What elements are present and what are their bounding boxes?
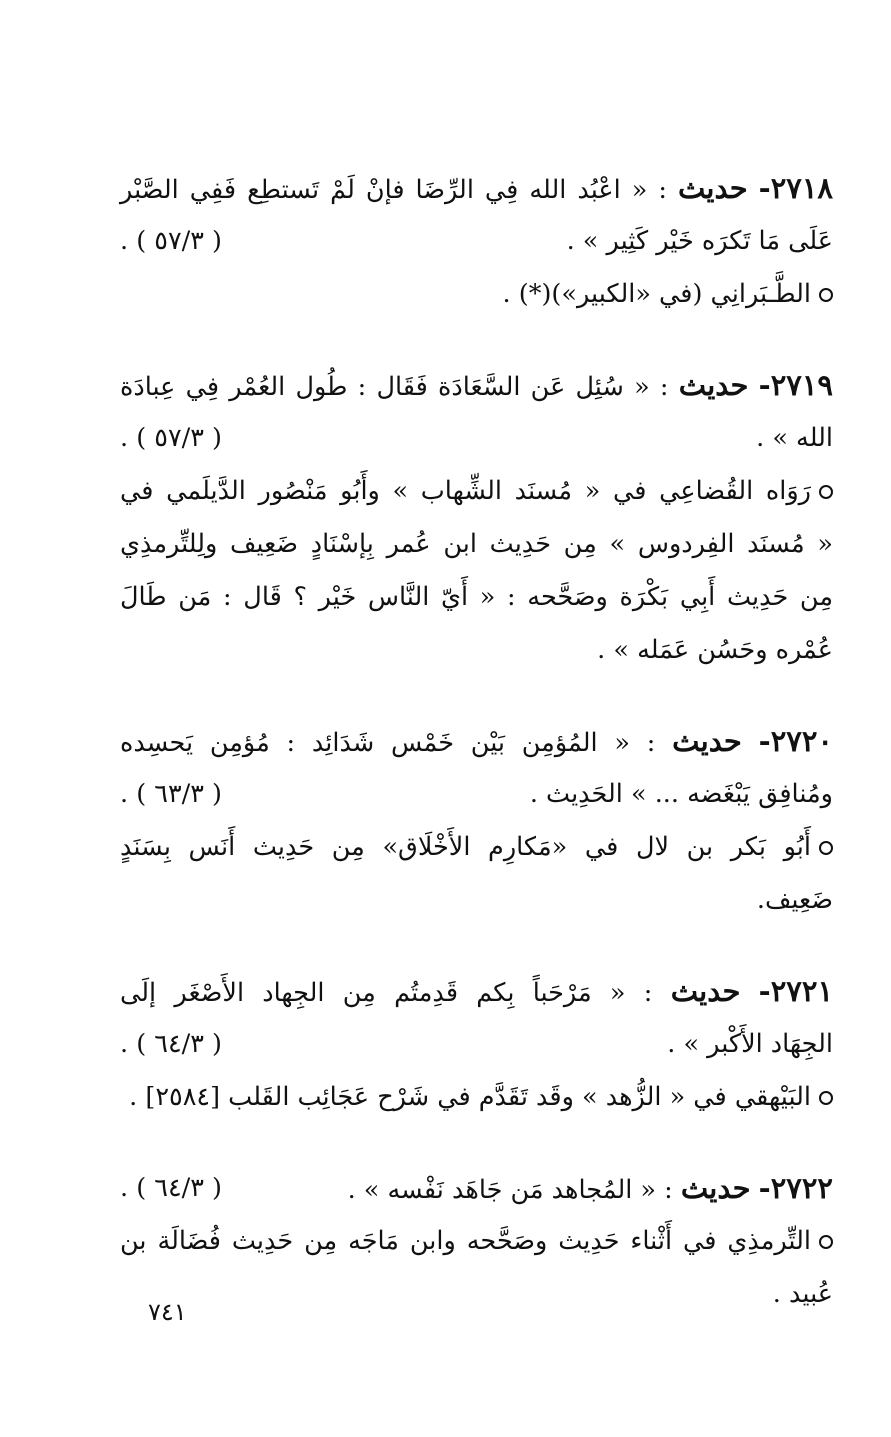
hadith-line: ٢٧١٨- حديث : « اعْبُد الله فِي الرِّضَا فإنْ لَمْ تَستطِع فَفِي الصَّبْر — [120, 171, 834, 205]
circle-bullet-icon — [819, 1235, 833, 1249]
hadith-text: « اعْبُد الله فِي الرِّضَا فإنْ لَمْ تَستطِع فَفِي الصَّبْر — [120, 175, 648, 205]
hadith-label: حديث — [672, 724, 742, 758]
hadith-number: ٢٧٢٠- — [758, 724, 833, 758]
hadith-text: الجِهَاد الأَكْبر » . — [667, 1029, 833, 1059]
hadith-line: ٢٧١٩- حديث : « سُئِل عَن السَّعَادَة فَقَال : طُول العُمْر فِي عِبادَة — [120, 368, 833, 402]
takhrij-note-line — [120, 874, 833, 927]
circle-bullet-icon — [819, 841, 833, 855]
takhrij-note — [120, 268, 833, 321]
hadith-line: ٢٧٢١- حديث : « مَرْحَباً بِكم قَدِمتُم مِن الجِهاد الأَصْغَر إلَى — [120, 974, 834, 1008]
volume-page-ref: ( ٦٤/٣ ) . — [120, 1029, 223, 1059]
note-text: الطَّـبَرانِي (في «الكبير»)(*) . — [502, 279, 811, 309]
hadith-number: ٢٧١٩- — [758, 368, 833, 402]
page-number: ٧٤١ — [148, 1298, 187, 1326]
hadith-text: « المُؤمِن بَيْن خَمْس شَدَائِد : مُؤمِن يَحسِده — [120, 728, 630, 758]
note-text: رَوَاه القُضاعِي في « مُسنَد الشِّهاب » وأَبُو مَنْصُور الدَّيلَمي في — [120, 476, 811, 506]
hadith-entry-2721 — [120, 965, 833, 1124]
note-text: عُمْره وحَسُن عَمَله » . — [597, 635, 833, 665]
hadith-entry-2719 — [120, 359, 833, 677]
note-text: البَيْهقي في « الزُّهد » وقَد تَقَدَّم في شَرْح عَجَائِب القَلب [٢٥٨٤] . — [129, 1082, 811, 1112]
takhrij-note — [120, 1215, 833, 1268]
circle-bullet-icon — [819, 485, 833, 499]
note-text: « مُسنَد الفِردوس » مِن حَدِيث ابن عُمر بِإسْنَادٍ ضَعِيف ولِلتِّرمذِي — [120, 529, 833, 559]
hadith-label: حديث — [680, 1171, 751, 1205]
takhrij-note-line — [120, 624, 833, 677]
takhrij-note — [120, 821, 833, 874]
hadith-text: « المُجاهد مَن جَاهَد نَفْسه » . — [347, 1175, 657, 1205]
circle-bullet-icon — [819, 1091, 833, 1105]
hadith-label: حديث — [678, 368, 749, 402]
hadith-entry-2718 — [120, 162, 833, 321]
hadith-list — [120, 162, 833, 1359]
hadith-text: « سُئِل عَن السَّعَادَة فَقَال : طُول العُمْر فِي عِبادَة — [120, 372, 650, 402]
hadith-number: ٢٧١٨- — [758, 171, 834, 205]
volume-page-ref: ( ٥٧/٣ ) . — [120, 423, 223, 453]
volume-page-ref: ( ٦٣/٣ ) . — [120, 779, 223, 809]
hadith-number: ٢٧٢٢- — [758, 1171, 833, 1205]
hadith-number: ٢٧٢١- — [758, 974, 834, 1008]
note-text: ضَعِيف. — [756, 885, 833, 915]
takhrij-note-line — [120, 1268, 833, 1321]
note-text: التِّرمذِي في أَثْناء حَدِيث وصَحَّحه وابن مَاجَه مِن حَدِيث فُضَالَة بن — [120, 1226, 811, 1256]
takhrij-note — [120, 465, 833, 518]
hadith-entry-2722 — [120, 1162, 833, 1321]
volume-page-ref: ( ٥٧/٣ ) . — [120, 226, 223, 256]
hadith-line — [120, 412, 833, 465]
volume-page-ref: ( ٦٤/٣ ) . — [120, 1173, 223, 1203]
hadith-entry-2720 — [120, 715, 833, 927]
hadith-text: « مَرْحَباً بِكم قَدِمتُم مِن الجِهاد الأَصْغَر إلَى — [120, 978, 626, 1008]
hadith-line: ٢٧٢٠- حديث : « المُؤمِن بَيْن خَمْس شَدَائِد : مُؤمِن يَحسِده — [120, 724, 833, 758]
hadith-text: ومُنافِق يَبْغَضه ... » الحَدِيث . — [529, 779, 833, 809]
takhrij-note-line — [120, 571, 833, 624]
hadith-line — [120, 215, 833, 268]
hadith-label: حديث — [670, 974, 741, 1008]
hadith-text: عَلَى مَا تَكرَه خَيْر كَثِير » . — [566, 226, 833, 256]
takhrij-note — [120, 1071, 833, 1124]
hadith-line — [120, 768, 833, 821]
circle-bullet-icon — [819, 288, 833, 302]
note-text: مِن حَدِيث أَبِي بَكْرَة وصَحَّحه : « أَيّ النَّاس خَيْر ؟ قَال : مَن طَالَ — [120, 582, 833, 612]
hadith-text: الله » . — [756, 423, 833, 453]
hadith-line — [120, 1018, 833, 1071]
hadith-label: حديث — [677, 171, 748, 205]
hadith-line — [120, 1162, 833, 1215]
hadith-head-group: ٢٧٢٢- حديث : « المُجاهد مَن جَاهَد نَفْسه » . — [347, 1171, 833, 1205]
takhrij-note-line — [120, 518, 833, 571]
note-text: أَبُو بَكر بن لال في «مَكارِم الأَخْلَاق» مِن حَدِيث أَنَس بِسَنَدٍ — [120, 832, 811, 862]
note-text: عُبيد . — [772, 1279, 833, 1309]
